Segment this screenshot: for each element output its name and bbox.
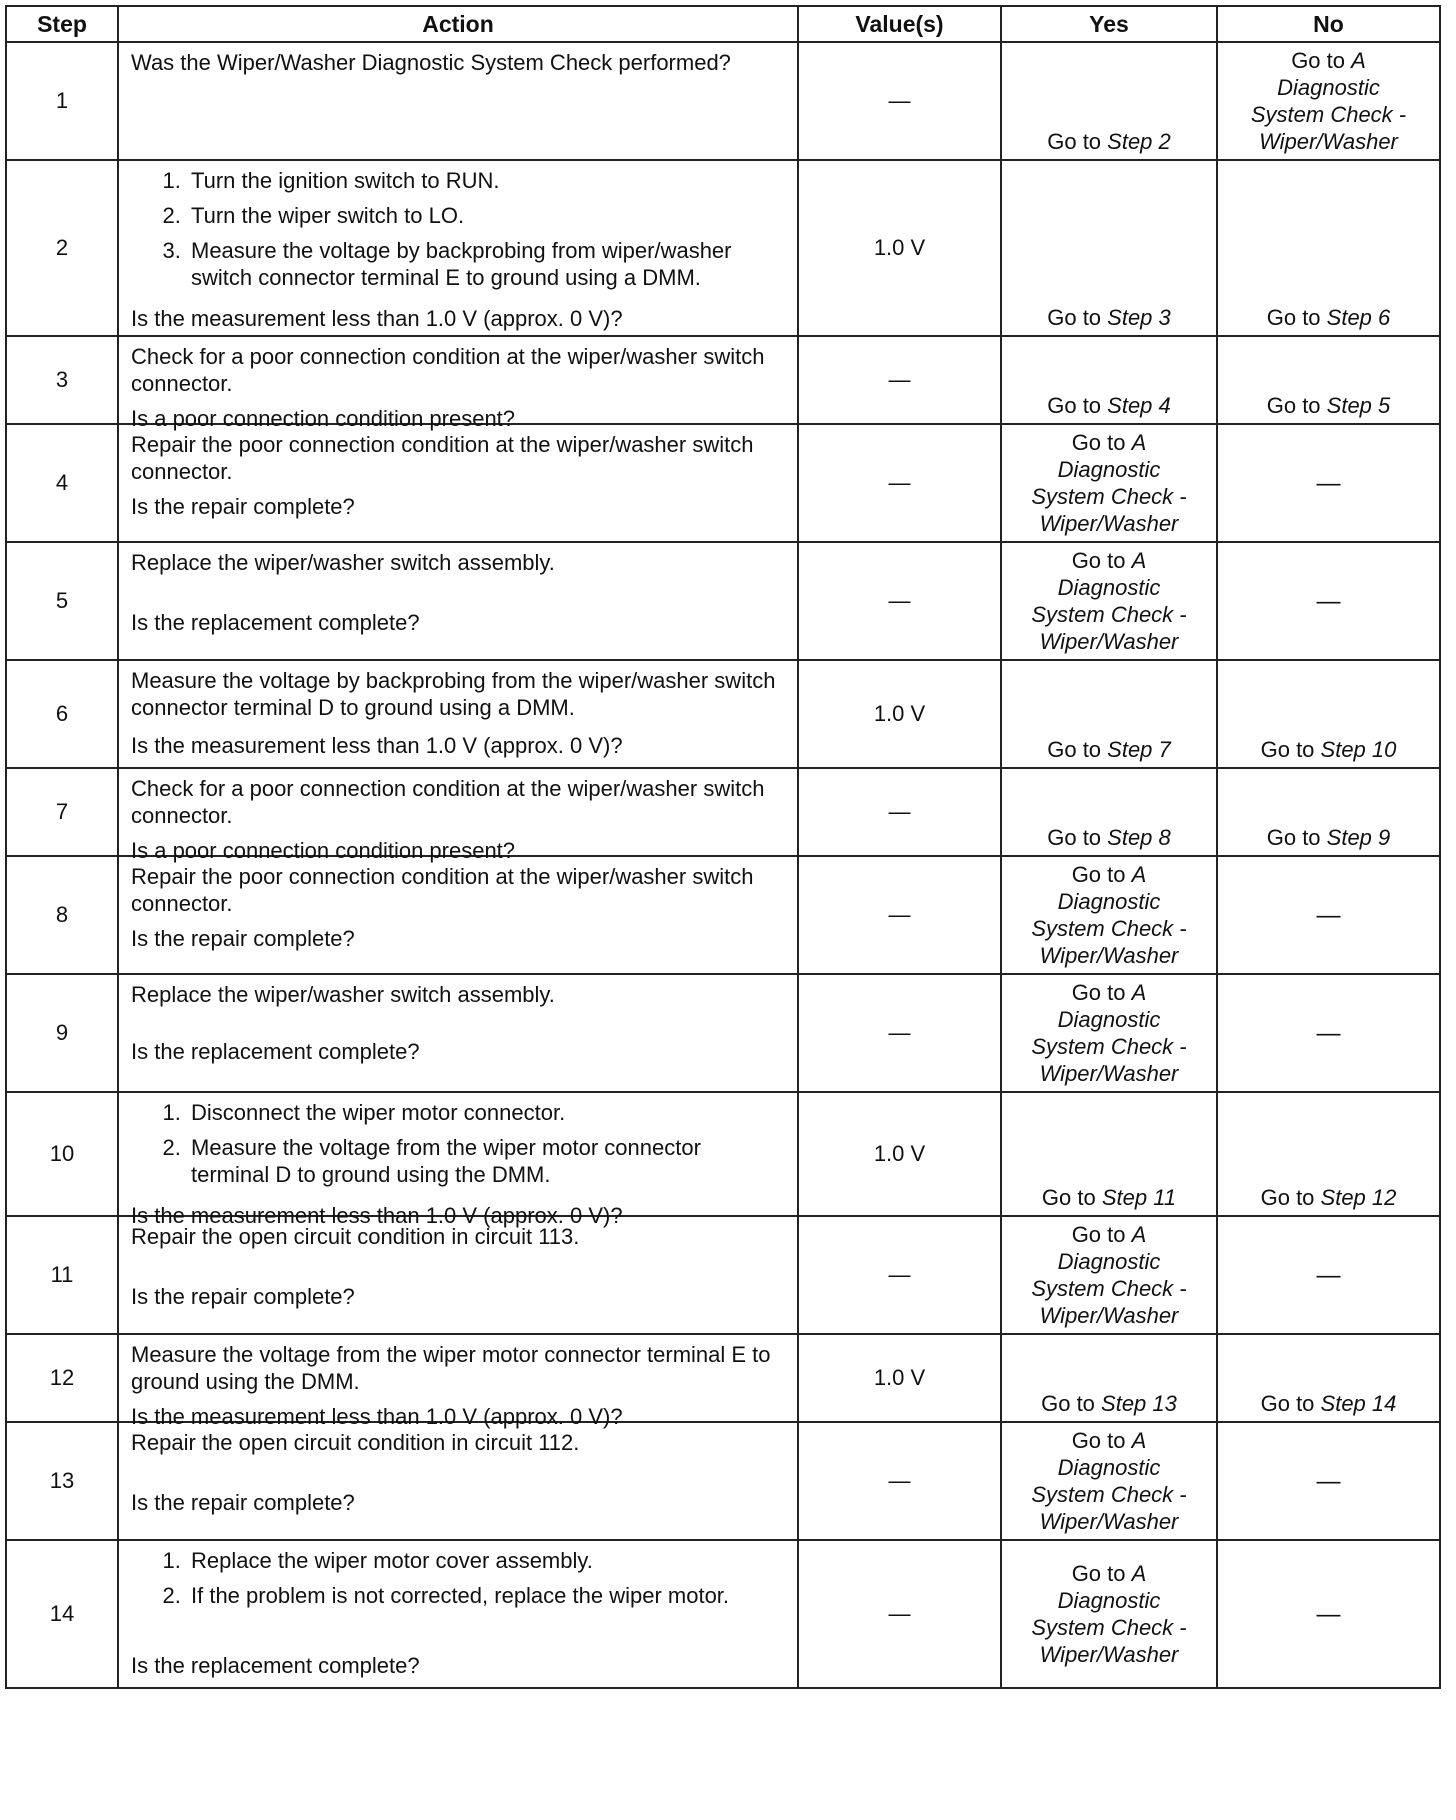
diag-link-text: Wiper/Washer [1039, 943, 1179, 968]
action-text: Replace the wiper/washer switch assembly. [131, 982, 555, 1007]
goto-step-link: Step 2 [1107, 129, 1171, 154]
no-goto [1224, 824, 1433, 851]
action-content [131, 49, 785, 137]
action-steps-list [131, 1547, 785, 1617]
diag-line-1 [1008, 979, 1210, 1006]
action-question: Is the repair complete? [131, 926, 355, 951]
diag-link-text: System Check - [1250, 102, 1407, 127]
diag-line-3 [1224, 101, 1433, 128]
step-number: 3 [6, 336, 118, 424]
diag-line-2 [1224, 74, 1433, 101]
action-content [131, 1429, 785, 1518]
action-step-item: 2. If the problem is not corrected, replace the wiper motor. [187, 1582, 785, 1609]
yes-cell[interactable] [1001, 974, 1217, 1092]
action-question: Is the replacement complete? [131, 1039, 420, 1064]
header-no: No [1217, 6, 1440, 42]
diag-link-text: Wiper/Washer [1039, 1303, 1179, 1328]
goto-prefix: Go to [1047, 129, 1108, 154]
value-cell: — [798, 1540, 1001, 1688]
diag-link-a: A [1131, 1428, 1147, 1453]
goto-prefix: Go to [1260, 1391, 1321, 1416]
action-text: Was the Wiper/Washer Diagnostic System Check performed? [131, 50, 731, 75]
goto-prefix: Go to [1047, 825, 1108, 850]
goto-prefix: Go to [1071, 980, 1132, 1005]
diag-line-3 [1008, 483, 1210, 510]
action-cell [118, 768, 798, 863]
no-cell [1217, 542, 1440, 660]
diag-link-text: System Check - [1031, 1482, 1187, 1507]
diag-link-a: A [1131, 548, 1147, 573]
goto-prefix: Go to [1071, 430, 1132, 455]
yes-cell[interactable] [1001, 42, 1217, 160]
no-cell[interactable] [1217, 160, 1440, 336]
diag-line-2 [1008, 574, 1210, 601]
table-row [6, 160, 1440, 336]
header-values: Value(s) [798, 6, 1001, 42]
diag-line-3 [1008, 601, 1210, 628]
diag-line-2 [1008, 1587, 1210, 1614]
diag-line-3 [1008, 1033, 1210, 1060]
step-number: 9 [6, 974, 118, 1092]
yes-goto [1008, 392, 1210, 419]
diag-link-a: A [1131, 1222, 1147, 1247]
value-cell: — [798, 1216, 1001, 1334]
yes-cell[interactable] [1001, 1540, 1217, 1688]
goto-step-link: Step 3 [1107, 305, 1171, 330]
table-row [6, 1216, 1440, 1334]
value-cell: 1.0 V [798, 1334, 1001, 1422]
action-step-item: 3. Measure the voltage by backprobing from wiper/washer switch connector terminal E to ground using a DMM. [187, 237, 785, 291]
value-cell: 1.0 V [798, 160, 1001, 336]
action-content [131, 775, 785, 863]
diag-link-a: A [1131, 980, 1147, 1005]
diag-link-a: A [1131, 430, 1147, 455]
action-text: Check for a poor connection condition at the wiper/washer switch connector. [131, 776, 765, 828]
diag-link-a: A [1351, 48, 1366, 73]
action-question: Is the measurement less than 1.0 V (approx. 0 V)? [131, 1404, 623, 1429]
action-text: Repair the poor connection condition at the wiper/washer switch connector. [131, 432, 754, 484]
diag-line-3 [1008, 1275, 1210, 1302]
yes-cell[interactable] [1001, 1422, 1217, 1540]
diag-link-text: Diagnostic [1057, 457, 1161, 482]
diag-link-text: Diagnostic [1057, 1588, 1161, 1613]
yes-cell[interactable] [1001, 542, 1217, 660]
action-content [131, 863, 785, 952]
action-content [131, 981, 785, 1067]
no-cell [1217, 974, 1440, 1092]
diag-link-text: Wiper/Washer [1039, 1509, 1179, 1534]
action-content [131, 1223, 785, 1312]
yes-cell[interactable] [1001, 768, 1217, 856]
no-action-dash: — [1316, 587, 1341, 615]
diag-line-1 [1008, 861, 1210, 888]
action-question: Is the replacement complete? [131, 1653, 420, 1678]
action-content [131, 431, 785, 520]
yes-goto [1008, 1184, 1210, 1211]
diag-link-text: System Check - [1031, 484, 1187, 509]
diag-line-2 [1008, 1248, 1210, 1275]
yes-goto [1008, 304, 1210, 331]
action-step-item: 1. Replace the wiper motor cover assembly. [187, 1547, 785, 1574]
no-cell[interactable] [1217, 336, 1440, 424]
goto-prefix: Go to [1041, 1185, 1102, 1210]
action-cell [118, 424, 798, 542]
no-cell [1217, 1422, 1440, 1540]
no-action-dash: — [1316, 1467, 1341, 1495]
table-row [6, 424, 1440, 542]
step-number: 12 [6, 1334, 118, 1422]
action-text: Repair the poor connection condition at the wiper/washer switch connector. [131, 864, 754, 916]
diag-link-text: System Check - [1031, 916, 1187, 941]
no-goto [1224, 736, 1433, 763]
goto-step-link: Step 10 [1320, 737, 1397, 762]
goto-prefix: Go to [1260, 1185, 1321, 1210]
diag-link-text: Diagnostic [1057, 1007, 1161, 1032]
value-cell: — [798, 768, 1001, 856]
no-cell [1217, 856, 1440, 974]
value-cell: — [798, 856, 1001, 974]
action-content [131, 1341, 785, 1429]
action-cell [118, 336, 798, 431]
yes-cell[interactable] [1001, 1334, 1217, 1422]
goto-prefix: Go to [1266, 393, 1327, 418]
yes-cell[interactable] [1001, 1092, 1217, 1216]
table-row [6, 42, 1440, 160]
goto-step-link: Step 7 [1107, 737, 1171, 762]
diag-link-text: System Check - [1031, 602, 1187, 627]
step-number: 2 [6, 160, 118, 336]
diag-link-text: Diagnostic [1277, 75, 1380, 100]
goto-step-link: Step 13 [1101, 1391, 1177, 1416]
action-question: Is the measurement less than 1.0 V (approx. 0 V)? [131, 1203, 623, 1228]
diag-link-text: Diagnostic [1057, 1455, 1161, 1480]
goto-step-link: Step 4 [1107, 393, 1171, 418]
action-cell [118, 542, 798, 660]
action-steps-list [131, 167, 785, 299]
value-cell: — [798, 424, 1001, 542]
goto-prefix: Go to [1071, 548, 1132, 573]
yes-cell[interactable] [1001, 424, 1217, 542]
action-step-item: 1. Disconnect the wiper motor connector. [187, 1099, 785, 1126]
goto-step-link: Step 8 [1107, 825, 1171, 850]
diag-line-4 [1008, 1060, 1210, 1087]
diag-line-1 [1224, 47, 1433, 74]
action-content [131, 667, 785, 761]
diag-line-3 [1008, 915, 1210, 942]
yes-goto [1008, 128, 1210, 155]
goto-prefix: Go to [1047, 393, 1108, 418]
value-cell: — [798, 42, 1001, 160]
no-goto [1224, 304, 1433, 331]
action-step-item: 2. Measure the voltage from the wiper motor connector terminal D to ground using the DMM. [187, 1134, 785, 1188]
table-body [6, 42, 1440, 1688]
diag-line-1 [1008, 1560, 1210, 1587]
value-cell: — [798, 1422, 1001, 1540]
no-cell [1217, 1540, 1440, 1688]
action-text: Check for a poor connection condition at the wiper/washer switch connector. [131, 344, 765, 396]
goto-step-link: Step 14 [1320, 1391, 1397, 1416]
no-goto [1224, 392, 1433, 419]
no-action-dash: — [1316, 901, 1341, 929]
step-number: 8 [6, 856, 118, 974]
diag-link-a: A [1131, 1561, 1147, 1586]
diag-line-3 [1008, 1614, 1210, 1641]
no-action-dash: — [1316, 1019, 1341, 1047]
goto-prefix: Go to [1071, 1561, 1132, 1586]
yes-cell[interactable] [1001, 1216, 1217, 1334]
goto-prefix: Go to [1291, 48, 1352, 73]
diag-line-4 [1008, 628, 1210, 655]
action-cell [118, 1216, 798, 1334]
diag-link-text: Wiper/Washer [1259, 129, 1398, 154]
step-number: 10 [6, 1092, 118, 1216]
action-question: Is the repair complete? [131, 494, 355, 519]
goto-prefix: Go to [1047, 305, 1108, 330]
goto-prefix: Go to [1071, 1428, 1132, 1453]
action-cell [118, 42, 798, 160]
goto-step-link: Step 9 [1326, 825, 1391, 850]
step-number: 11 [6, 1216, 118, 1334]
diagnostic-table-sheet [5, 5, 1439, 1689]
action-question: Is the measurement less than 1.0 V (approx. 0 V)? [131, 306, 623, 331]
step-number: 14 [6, 1540, 118, 1688]
action-question: Is the replacement complete? [131, 610, 420, 635]
diagnostic-table [5, 5, 1441, 1689]
goto-step-link: Step 11 [1101, 1185, 1177, 1210]
diag-line-1 [1008, 1221, 1210, 1248]
diag-line-4 [1008, 510, 1210, 537]
action-text: Repair the open circuit condition in circuit 113. [131, 1224, 580, 1249]
goto-prefix: Go to [1071, 1222, 1132, 1247]
header-action: Action [118, 6, 798, 42]
action-step-item: 2. Turn the wiper switch to LO. [187, 202, 785, 229]
action-text: Measure the voltage by backprobing from the wiper/washer switch connector terminal D to ground using a DMM. [131, 668, 776, 720]
action-text: Measure the voltage from the wiper motor connector terminal E to ground using the DMM. [131, 1342, 771, 1394]
diag-line-4 [1008, 1302, 1210, 1329]
value-cell: 1.0 V [798, 1092, 1001, 1216]
table-row [6, 768, 1440, 856]
goto-prefix: Go to [1041, 1391, 1102, 1416]
diag-line-2 [1008, 1454, 1210, 1481]
value-cell: 1.0 V [798, 660, 1001, 768]
table-row [6, 1540, 1440, 1688]
action-cell [118, 160, 798, 336]
yes-goto [1008, 1390, 1210, 1417]
no-cell [1217, 1216, 1440, 1334]
diag-line-3 [1008, 1481, 1210, 1508]
diag-link-text: System Check - [1031, 1276, 1187, 1301]
value-cell: — [798, 542, 1001, 660]
no-cell[interactable] [1217, 42, 1440, 160]
diag-line-1 [1008, 429, 1210, 456]
table-row [6, 1092, 1440, 1216]
diag-link-text: Wiper/Washer [1039, 1642, 1179, 1667]
no-action-dash: — [1316, 469, 1341, 497]
goto-prefix: Go to [1266, 305, 1327, 330]
action-cell [118, 1092, 798, 1228]
yes-goto [1008, 824, 1210, 851]
diag-line-4 [1008, 942, 1210, 969]
yes-cell[interactable] [1001, 336, 1217, 424]
diag-line-2 [1008, 1006, 1210, 1033]
action-question: Is the measurement less than 1.0 V (approx. 0 V)? [131, 733, 623, 758]
no-cell [1217, 424, 1440, 542]
header-step: Step [6, 6, 118, 42]
diag-link-a: A [1131, 862, 1147, 887]
no-cell[interactable] [1217, 660, 1440, 768]
action-content [131, 549, 785, 638]
diag-link-text: System Check - [1031, 1615, 1187, 1640]
goto-prefix: Go to [1260, 737, 1321, 762]
table-row [6, 336, 1440, 424]
action-content [131, 1547, 785, 1681]
goto-prefix: Go to [1047, 737, 1108, 762]
goto-prefix: Go to [1266, 825, 1327, 850]
no-goto [1224, 1184, 1433, 1211]
action-question: Is a poor connection condition present? [131, 838, 516, 863]
step-number: 5 [6, 542, 118, 660]
value-cell: — [798, 336, 1001, 424]
action-question: Is a poor connection condition present? [131, 406, 516, 431]
yes-cell[interactable] [1001, 660, 1217, 768]
action-cell [118, 660, 798, 768]
no-goto [1224, 1390, 1433, 1417]
diag-line-1 [1008, 547, 1210, 574]
no-cell[interactable] [1217, 1092, 1440, 1216]
diag-line-4 [1008, 1508, 1210, 1535]
action-cell [118, 1334, 798, 1429]
step-number: 1 [6, 42, 118, 160]
diag-line-4 [1008, 1641, 1210, 1668]
goto-step-link: Step 5 [1326, 393, 1391, 418]
action-step-item: 1. Turn the ignition switch to RUN. [187, 167, 785, 194]
action-content [131, 167, 785, 329]
table-row [6, 542, 1440, 660]
yes-goto [1008, 736, 1210, 763]
no-action-dash: — [1316, 1600, 1341, 1628]
table-row [6, 974, 1440, 1092]
header-yes: Yes [1001, 6, 1217, 42]
table-row [6, 856, 1440, 974]
action-content [131, 1099, 785, 1228]
diag-link-text: Wiper/Washer [1039, 629, 1179, 654]
goto-step-link: Step 12 [1320, 1185, 1397, 1210]
diag-link-text: System Check - [1031, 1034, 1187, 1059]
no-cell[interactable] [1217, 1334, 1440, 1422]
action-cell [118, 1540, 798, 1688]
diag-line-2 [1008, 456, 1210, 483]
value-cell: — [798, 974, 1001, 1092]
table-row [6, 660, 1440, 768]
step-number: 6 [6, 660, 118, 768]
action-text: Replace the wiper/washer switch assembly. [131, 550, 555, 575]
diag-line-4 [1224, 128, 1433, 155]
goto-prefix: Go to [1071, 862, 1132, 887]
diag-link-text: Diagnostic [1057, 889, 1161, 914]
diag-line-2 [1008, 888, 1210, 915]
step-number: 13 [6, 1422, 118, 1540]
action-content [131, 343, 785, 431]
yes-cell[interactable] [1001, 856, 1217, 974]
step-number: 7 [6, 768, 118, 856]
no-action-dash: — [1316, 1261, 1341, 1289]
yes-cell[interactable] [1001, 160, 1217, 336]
header-row [6, 6, 1440, 42]
diag-line-1 [1008, 1427, 1210, 1454]
action-text: Repair the open circuit condition in circuit 112. [131, 1430, 580, 1455]
no-cell[interactable] [1217, 768, 1440, 856]
diag-link-text: Wiper/Washer [1039, 511, 1179, 536]
diag-link-text: Diagnostic [1057, 1249, 1161, 1274]
goto-step-link: Step 6 [1326, 305, 1391, 330]
diag-link-text: Wiper/Washer [1039, 1061, 1179, 1086]
action-cell [118, 856, 798, 974]
action-steps-list [131, 1099, 785, 1196]
action-cell [118, 1422, 798, 1540]
action-question: Is the repair complete? [131, 1284, 355, 1309]
action-cell [118, 974, 798, 1092]
diag-link-text: Diagnostic [1057, 575, 1161, 600]
table-row [6, 1422, 1440, 1540]
action-question: Is the repair complete? [131, 1490, 355, 1515]
table-row [6, 1334, 1440, 1422]
step-number: 4 [6, 424, 118, 542]
